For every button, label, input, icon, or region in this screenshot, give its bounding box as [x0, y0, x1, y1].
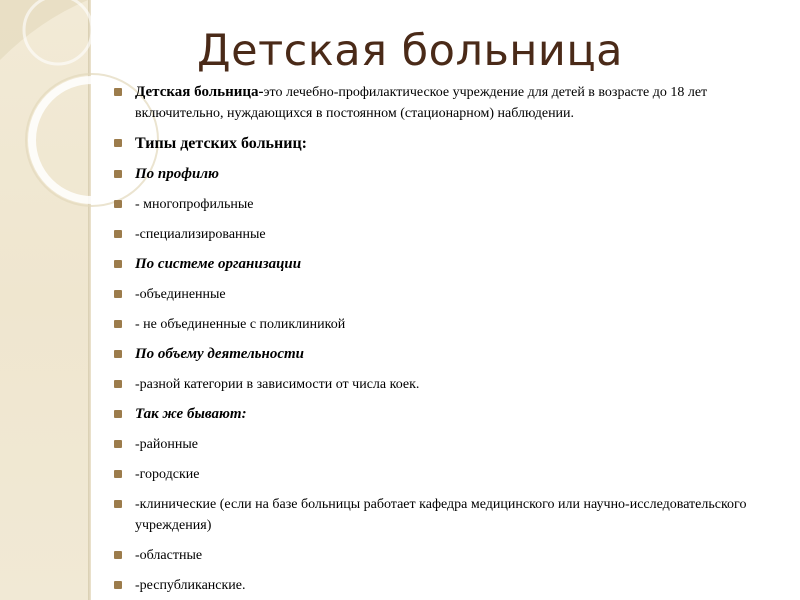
- list-item: [112, 314, 772, 335]
- bullet-icon: [114, 170, 122, 178]
- bullet-icon: [114, 470, 122, 478]
- list-item: [112, 284, 772, 305]
- bullet-icon: [114, 500, 122, 508]
- category-label: По профилю: [135, 166, 219, 182]
- category-label: По системе организации: [135, 256, 302, 272]
- list-item-text: -республиканские.: [135, 578, 246, 593]
- list-item-text: -специализированные: [135, 227, 266, 242]
- list-item: [112, 464, 772, 485]
- bullet-icon: [114, 200, 122, 208]
- list-item: [112, 254, 772, 275]
- bullet-icon: [114, 410, 122, 418]
- list-item-text: -клинические (если на базе больницы работает кафедра медицинского или научно-исследовательского учреждения): [135, 497, 747, 533]
- intro-term: Детская больница-: [135, 84, 264, 100]
- list-item: [112, 404, 772, 425]
- list-item: [112, 344, 772, 365]
- list-item: [112, 194, 772, 215]
- list-item-text: -областные: [135, 548, 203, 563]
- list-item-text: - не объединенные с поликлиникой: [135, 317, 346, 332]
- category-label: Так же бывают:: [135, 406, 247, 422]
- intro-item: [112, 82, 772, 124]
- list-item: [112, 434, 772, 455]
- list-item: [112, 575, 772, 596]
- list-item: [112, 494, 772, 536]
- list-item-text: -разной категории в зависимости от числа коек.: [135, 377, 420, 392]
- list-item: [112, 374, 772, 395]
- bullet-icon: [114, 88, 122, 96]
- intro-definition: это лечебно-профилактическое учреждение для детей в возрасте до 18 лет включительно, нуждающихся в постоянном (стационарном) наблюдении.: [135, 85, 708, 121]
- bullet-icon: [114, 440, 122, 448]
- bullet-icon: [114, 139, 122, 147]
- bullet-icon: [114, 230, 122, 238]
- bullet-icon: [114, 320, 122, 328]
- types-heading-item: [112, 133, 772, 155]
- bullet-icon: [114, 290, 122, 298]
- list-item-text: - многопрофильные: [135, 197, 254, 212]
- list-item: [112, 224, 772, 245]
- list-item: [112, 545, 772, 566]
- bullet-icon: [114, 350, 122, 358]
- types-heading: Типы детских больниц:: [135, 135, 307, 152]
- list-item: [112, 164, 772, 185]
- page-title: Детская больница: [197, 26, 623, 76]
- bullet-icon: [114, 380, 122, 388]
- bullet-icon: [114, 551, 122, 559]
- content-list: [112, 82, 772, 600]
- category-label: По объему деятельности: [135, 346, 305, 362]
- types-list: [112, 164, 772, 596]
- list-item-text: -городские: [135, 467, 200, 482]
- list-item-text: -районные: [135, 437, 198, 452]
- bullet-icon: [114, 581, 122, 589]
- bullet-icon: [114, 260, 122, 268]
- list-item-text: -объединенные: [135, 287, 226, 302]
